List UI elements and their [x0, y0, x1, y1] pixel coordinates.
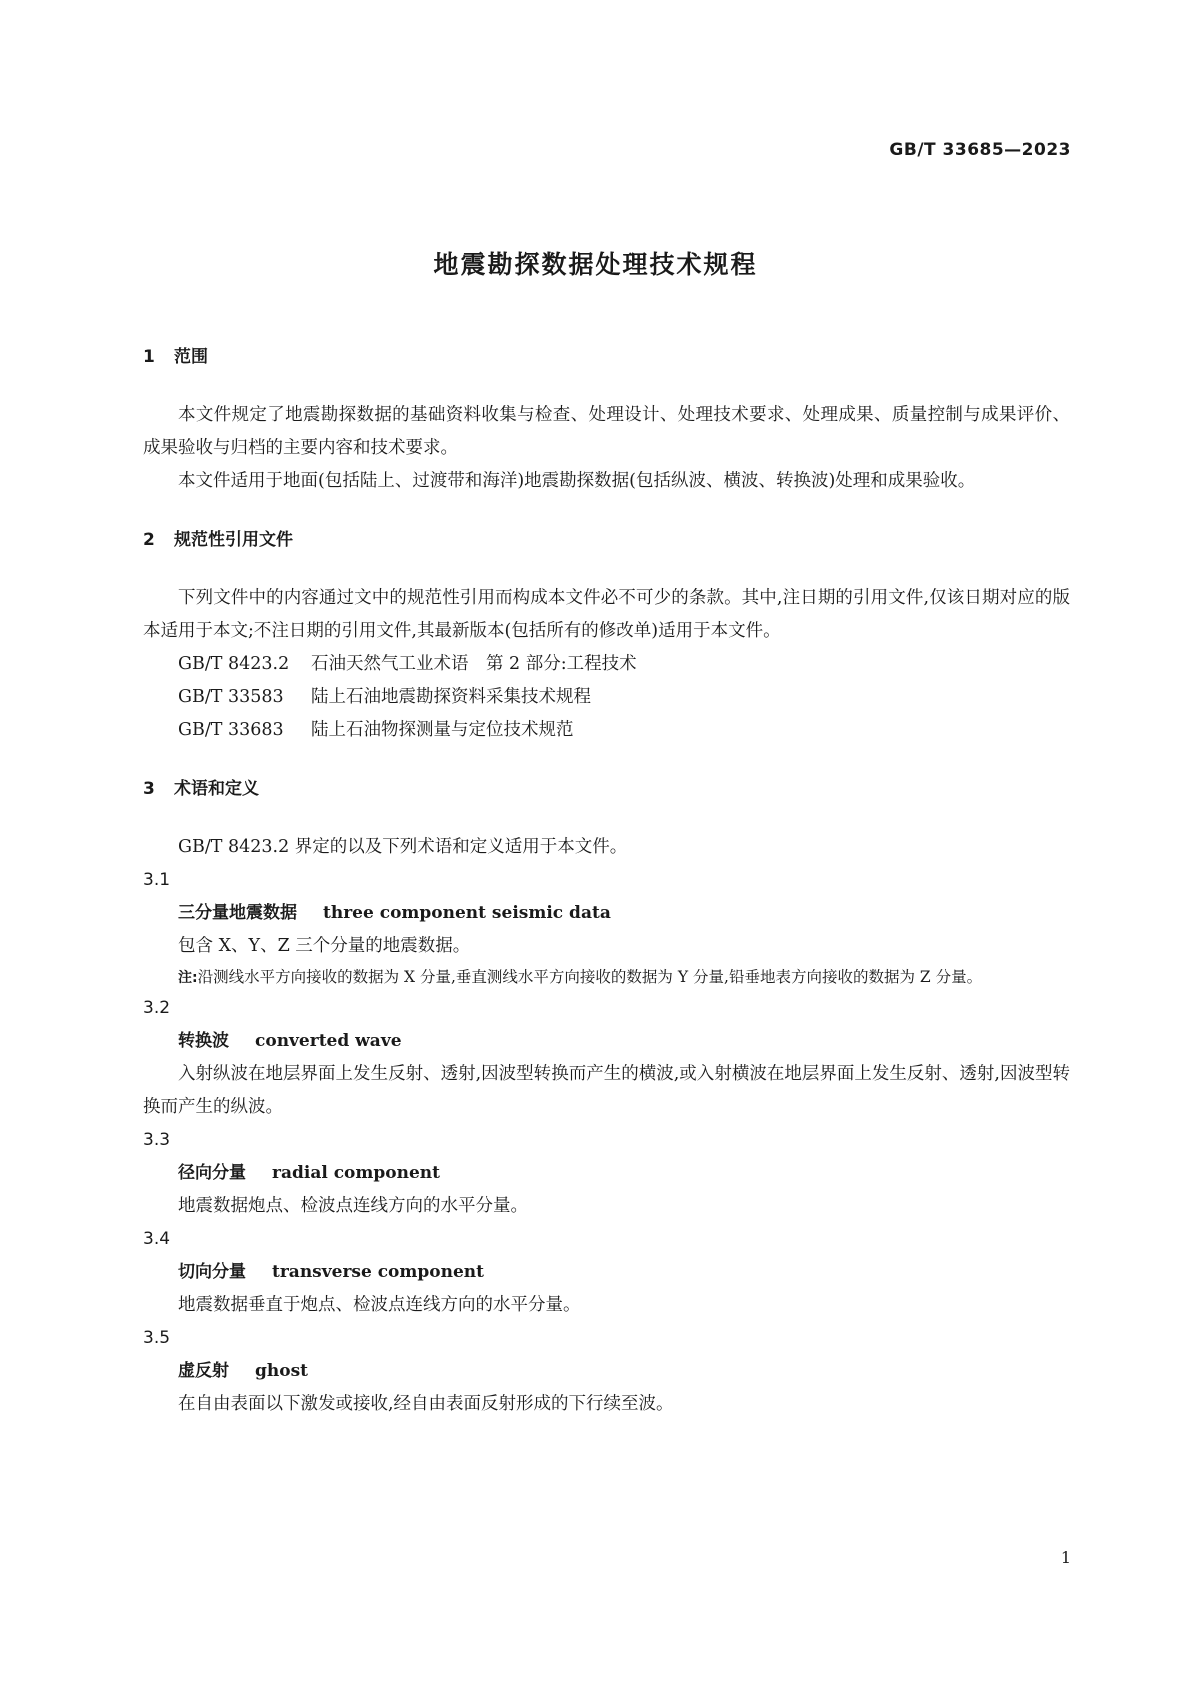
section-heading-scope — [143, 345, 1070, 369]
reference-item — [143, 681, 1070, 714]
section-heading-terms-definitions — [143, 777, 1070, 801]
document-body — [143, 345, 1070, 1421]
term-definition: 在自由表面以下激发或接收,经自由表面反射形成的下行续至波。 — [178, 1394, 674, 1414]
reference-item — [143, 648, 1070, 681]
term-english: ghost — [255, 1361, 309, 1381]
term-chinese: 三分量地震数据 — [178, 903, 297, 923]
reference-code: GB/T 8423.2 — [178, 654, 290, 674]
term-english: three component seismic data — [323, 903, 611, 923]
term-number: 3.4 — [143, 1229, 171, 1249]
document-number: GB/T 33685—2023 — [889, 140, 1071, 160]
section-number: 3 — [143, 779, 155, 799]
term-chinese: 切向分量 — [178, 1262, 246, 1282]
reference-code: GB/T 33683 — [178, 720, 284, 740]
references-intro: 下列文件中的内容通过文中的规范性引用而构成本文件必不可少的条款。其中,注日期的引用文件,仅该日期对应的版本适用于本文;不注日期的引用文件,其最新版本(包括所有的修改单)适用于本文件。 — [143, 588, 1070, 641]
term-number: 3.5 — [143, 1328, 171, 1348]
term-chinese: 虚反射 — [178, 1361, 229, 1381]
section-title: 范围 — [174, 347, 208, 367]
term-number: 3.3 — [143, 1130, 171, 1150]
reference-item — [143, 714, 1070, 747]
term-heading — [143, 1256, 1070, 1289]
section-number: 1 — [143, 347, 155, 367]
page-number: 1 — [1060, 1548, 1071, 1567]
scope-paragraph: 本文件规定了地震勘探数据的基础资料收集与检查、处理设计、处理技术要求、处理成果、质量控制与成果评价、成果验收与归档的主要内容和技术要求。 — [143, 405, 1070, 458]
term-definition: 入射纵波在地层界面上发生反射、透射,因波型转换而产生的横波,或入射横波在地层界面上发生反射、透射,因波型转换而产生的纵波。 — [143, 1064, 1070, 1117]
reference-title: 陆上石油地震勘探资料采集技术规程 — [311, 687, 591, 707]
term-note — [143, 963, 1070, 992]
note-text: 沿测线水平方向接收的数据为 X 分量,垂直测线水平方向接收的数据为 Y 分量,铅垂地表方向接收的数据为 Z 分量。 — [197, 968, 983, 986]
note-label: 注: — [178, 970, 198, 986]
term-number: 3.2 — [143, 998, 171, 1018]
reference-title: 石油天然气工业术语 第 2 部分:工程技术 — [311, 654, 637, 674]
term-definition: 包含 X、Y、Z 三个分量的地震数据。 — [178, 936, 471, 956]
term-english: transverse component — [272, 1262, 485, 1282]
section-title: 规范性引用文件 — [174, 530, 293, 550]
term-definition: 地震数据炮点、检波点连线方向的水平分量。 — [178, 1196, 528, 1216]
section-title: 术语和定义 — [174, 779, 259, 799]
term-chinese: 转换波 — [178, 1031, 229, 1051]
term-english: radial component — [272, 1163, 440, 1183]
scope-paragraph: 本文件适用于地面(包括陆上、过渡带和海洋)地震勘探数据(包括纵波、横波、转换波)处理和成果验收。 — [178, 471, 976, 491]
term-chinese: 径向分量 — [178, 1163, 246, 1183]
section-heading-normative-references — [143, 528, 1070, 552]
reference-code: GB/T 33583 — [178, 687, 284, 707]
term-definition: 地震数据垂直于炮点、检波点连线方向的水平分量。 — [178, 1295, 581, 1315]
term-heading — [143, 897, 1070, 930]
reference-title: 陆上石油物探测量与定位技术规范 — [311, 720, 574, 740]
terms-intro: GB/T 8423.2 界定的以及下列术语和定义适用于本文件。 — [178, 837, 628, 857]
section-number: 2 — [143, 530, 155, 550]
term-english: converted wave — [255, 1031, 402, 1051]
document-title: 地震勘探数据处理技术规程 — [433, 250, 758, 279]
term-heading — [143, 1157, 1070, 1190]
term-number: 3.1 — [143, 870, 171, 890]
term-heading — [143, 1355, 1070, 1388]
term-heading — [143, 1025, 1070, 1058]
